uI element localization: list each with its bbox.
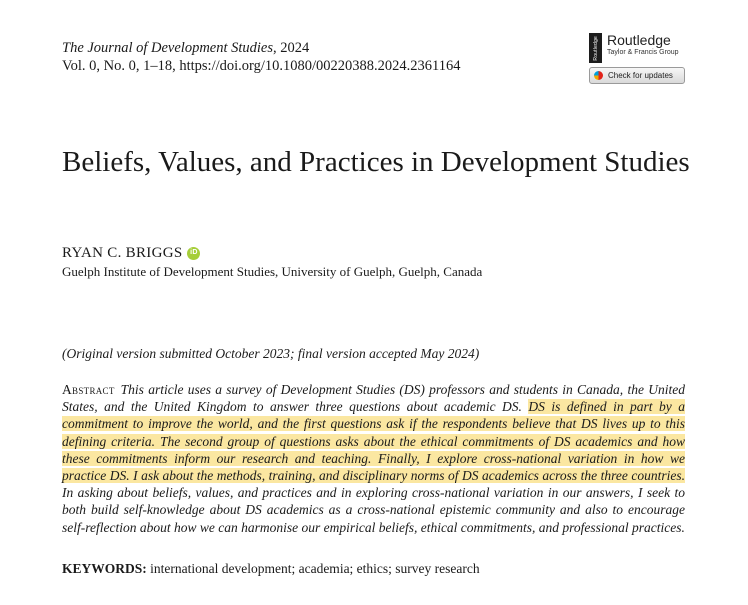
journal-year: , 2024 <box>273 40 310 56</box>
keywords <box>62 560 480 577</box>
check-updates-label: Check for updates <box>608 71 673 80</box>
publisher-name: Routledge <box>607 32 671 48</box>
submission-history: (Original version submitted October 2023; final version accepted May 2024) <box>62 346 480 361</box>
publisher-subtitle: Taylor & Francis Group <box>607 49 679 56</box>
journal-name: The Journal of Development Studies <box>62 40 274 56</box>
keywords-list: international development; academia; ethics; survey research <box>150 561 480 576</box>
routledge-logo-icon: Routledge <box>589 33 602 63</box>
abstract <box>62 381 685 536</box>
author-name: RYAN C. BRIGGS <box>62 245 183 261</box>
publisher-block <box>589 33 693 84</box>
journal-citation <box>62 39 309 57</box>
orcid-icon[interactable]: iD <box>187 247 200 260</box>
check-updates-button[interactable] <box>589 67 685 84</box>
keywords-label: KEYWORDS: <box>62 561 147 576</box>
abstract-text-start: This article uses a survey of Development Studies (DS) professors and students in Canada, the United States, and the United Kingdom to answer three questions about academic DS. <box>62 382 685 415</box>
author-affiliation: Guelph Institute of Development Studies, University of Guelph, Guelph, Canada <box>62 264 483 279</box>
journal-volume-doi[interactable]: Vol. 0, No. 0, 1–18, https://doi.org/10.1080/00220388.2024.2361164 <box>62 58 461 74</box>
author-line <box>62 244 200 262</box>
article-title: Beliefs, Values, and Practices in Development Studies <box>62 146 690 178</box>
crossmark-icon <box>594 71 603 80</box>
abstract-text-end: In asking about beliefs, values, and practices and in exploring cross-national variation in our answers, I seek to both build self-knowledge about DS academics as a cross-national epistemic community and also to encourage self-reflection about how we can harmonise our empirical beliefs, ethical commitments, and professional practices. <box>62 485 685 535</box>
abstract-highlight[interactable]: DS is defined in part by a commitment to improve the world, and the first questions ask if the respondents believe that DS lives up to this defining criteria. The second group of questions asks about the ethical commitments of DS academics and how these commitments inform our research and teaching. Finally, I explore cross-national variation in how we practice DS. I ask about the methods, training, and disciplinary norms of DS academics across the three countries. <box>62 399 685 484</box>
abstract-label: Abstract <box>62 382 115 397</box>
